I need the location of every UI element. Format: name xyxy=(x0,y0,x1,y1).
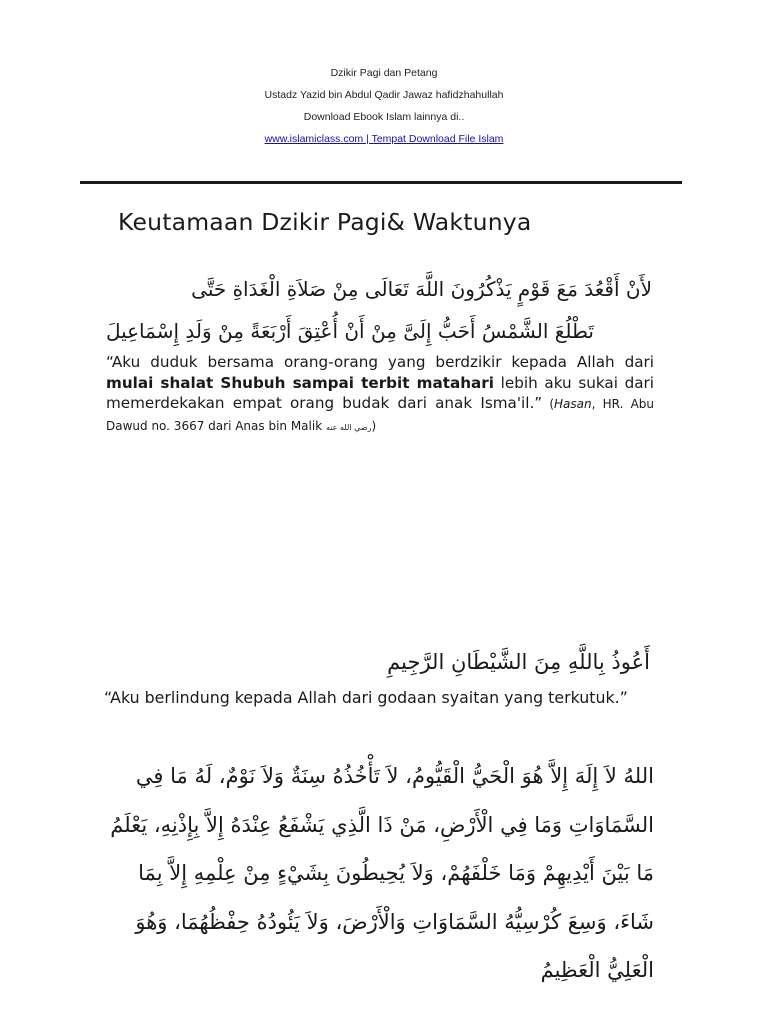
header-divider xyxy=(80,181,682,184)
author-line: Ustadz Yazid bin Abdul Qadir Jawaz hafidzhahullah xyxy=(264,89,504,101)
honorific: رضي الله عنه xyxy=(325,422,372,432)
hadith-arabic-line-2: تَطْلُعَ الشَّمْسُ أَحَبُّ إِلَىَّ مِنْ أَنْ أُعْتِقَ أَرْبَعَةً مِنْ وَلَدِ إِسْمَاعِيلَ xyxy=(105,319,594,343)
ayat-kursi-arabic: اللهُ لاَ إِلَهَ إِلاَّ هُوَ الْحَيُّ الْقَيُّومُ، لاَ تَأْخُذُهُ سِنَةٌ وَلاَ نَوْمٌ، لَهُ مَا فِي السَّمَاوَاتِ وَمَا فِي الْأَرْضِ، مَنْ ذَا الَّذِي يَشْفَعُ عِنْدَهُ إِلاَّ بِإِذْنِهِ، يَعْلَمُ مَا بَيْنَ أَيْدِيهِمْ وَمَا خَلْفَهُمْ، وَلاَ يُحِيطُونَ بِشَيْءٍ مِنْ عِلْمِهِ إِلاَّ بِمَا شَاءَ، وَسِعَ كُرْسِيُّهُ السَّمَاوَاتِ وَالْأَرْضَ، وَلاَ يَئُودُهُ حِفْظُهُمَا، وَهُوَ الْعَلِيُّ الْعَظِيمُ xyxy=(110,764,654,982)
page-header xyxy=(0,62,768,150)
hadith-arabic-line-1: لأَنْ أَقْعُدَ مَعَ قَوْمٍ يَذْكُرُونَ اللَّهَ تَعَالَى مِنْ صَلاَةِ الْغَدَاةِ حَتَّى xyxy=(191,277,652,301)
doc-title: Dzikir Pagi dan Petang xyxy=(330,67,438,79)
hadith-arabic xyxy=(100,268,652,352)
translation-bold: mulai shalat Shubuh sampai terbit matahari xyxy=(106,373,494,392)
section-title: Keutamaan Dzikir Pagi& Waktunya xyxy=(118,208,532,236)
taawudz-translation: “Aku berlindung kepada Allah dari godaan syaitan yang terkutuk.” xyxy=(104,688,628,707)
translation-text-1: “Aku duduk bersama orang-orang yang berdzikir kepada Allah dari xyxy=(106,353,654,371)
translation-text-2: lebih aku sukai dari memerdekakan empat orang budak dari anak Isma'il.” xyxy=(106,373,654,412)
taawudz-arabic: أَعُوذُ بِاللَّهِ مِنَ الشَّيْطَانِ الرَّجِيمِ xyxy=(387,650,650,674)
download-note: Download Ebook Islam lainnya di.. xyxy=(303,111,465,123)
hadith-translation xyxy=(106,352,654,438)
website-link[interactable]: www.islamiclass.com | Tempat Download File Islam xyxy=(264,133,504,145)
source-note: (Hasan, HR. Abu Dawud no. 3667 dari Anas bin Malik رضي الله عنه) xyxy=(106,397,654,433)
grade-label: Hasan xyxy=(554,397,592,411)
